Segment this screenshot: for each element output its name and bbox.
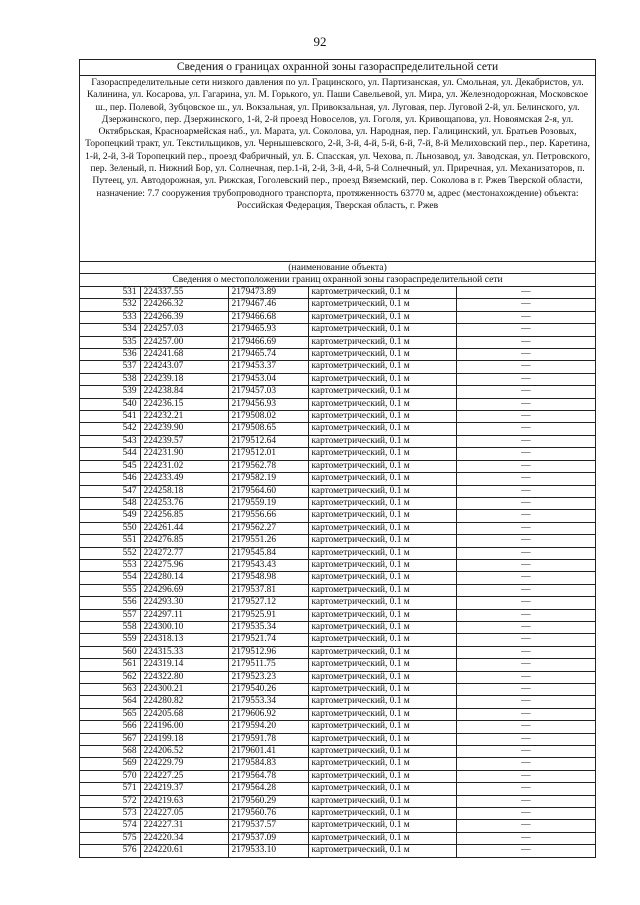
method-cell: картометрический, 0.1 м	[308, 646, 456, 658]
point-number-cell: 551	[80, 535, 140, 547]
point-number-cell: 569	[80, 758, 140, 770]
note-cell: —	[456, 485, 595, 497]
table-row	[80, 473, 595, 485]
y-coordinate-cell: 2179537.09	[228, 832, 308, 844]
method-cell: картометрический, 0.1 м	[308, 634, 456, 646]
method-cell: картометрический, 0.1 м	[308, 336, 456, 348]
point-number-cell: 576	[80, 845, 140, 857]
x-coordinate-cell: 224219.37	[140, 783, 228, 795]
point-number-cell: 567	[80, 733, 140, 745]
method-cell: картометрический, 0.1 м	[308, 808, 456, 820]
table-row	[80, 448, 595, 460]
x-coordinate-cell: 224232.21	[140, 411, 228, 423]
table-row	[80, 287, 595, 299]
table-row	[80, 783, 595, 795]
point-number-cell: 572	[80, 795, 140, 807]
x-coordinate-cell: 224256.85	[140, 510, 228, 522]
point-number-cell: 547	[80, 485, 140, 497]
table-row	[80, 832, 595, 844]
point-number-cell: 565	[80, 708, 140, 720]
table-row	[80, 547, 595, 559]
note-cell: —	[456, 510, 595, 522]
y-coordinate-cell: 2179564.28	[228, 783, 308, 795]
y-coordinate-cell: 2179545.84	[228, 547, 308, 559]
point-number-cell: 534	[80, 324, 140, 336]
y-coordinate-cell: 2179543.43	[228, 559, 308, 571]
method-cell: картометрический, 0.1 м	[308, 497, 456, 509]
y-coordinate-cell: 2179564.78	[228, 770, 308, 782]
note-cell: —	[456, 671, 595, 683]
x-coordinate-cell: 224319.14	[140, 659, 228, 671]
method-cell: картометрический, 0.1 м	[308, 535, 456, 547]
note-cell: —	[456, 448, 595, 460]
table-row	[80, 435, 595, 447]
point-number-cell: 553	[80, 559, 140, 571]
table-row	[80, 634, 595, 646]
note-cell: —	[456, 572, 595, 584]
point-number-cell: 558	[80, 621, 140, 633]
point-number-cell: 536	[80, 349, 140, 361]
x-coordinate-cell: 224297.11	[140, 609, 228, 621]
y-coordinate-cell: 2179560.29	[228, 795, 308, 807]
x-coordinate-cell: 224227.05	[140, 808, 228, 820]
y-coordinate-cell: 2179556.66	[228, 510, 308, 522]
coordinates-table-body	[80, 287, 595, 857]
x-coordinate-cell: 224275.96	[140, 559, 228, 571]
y-coordinate-cell: 2179473.89	[228, 287, 308, 299]
note-cell: —	[456, 770, 595, 782]
method-cell: картометрический, 0.1 м	[308, 386, 456, 398]
table-row	[80, 684, 595, 696]
point-number-cell: 537	[80, 361, 140, 373]
table-row	[80, 311, 595, 323]
table-row	[80, 609, 595, 621]
table-row	[80, 510, 595, 522]
point-number-cell: 535	[80, 336, 140, 348]
y-coordinate-cell: 2179456.93	[228, 398, 308, 410]
table-row	[80, 572, 595, 584]
note-cell: —	[456, 845, 595, 857]
x-coordinate-cell: 224196.00	[140, 721, 228, 733]
x-coordinate-cell: 224272.77	[140, 547, 228, 559]
y-coordinate-cell: 2179540.26	[228, 684, 308, 696]
note-cell: —	[456, 522, 595, 534]
note-cell: —	[456, 535, 595, 547]
x-coordinate-cell: 224227.25	[140, 770, 228, 782]
y-coordinate-cell: 2179467.46	[228, 299, 308, 311]
point-number-cell: 544	[80, 448, 140, 460]
method-cell: картометрический, 0.1 м	[308, 411, 456, 423]
point-number-cell: 562	[80, 671, 140, 683]
method-cell: картометрический, 0.1 м	[308, 423, 456, 435]
method-cell: картометрический, 0.1 м	[308, 473, 456, 485]
note-cell: —	[456, 820, 595, 832]
y-coordinate-cell: 2179523.23	[228, 671, 308, 683]
note-cell: —	[456, 287, 595, 299]
y-coordinate-cell: 2179535.34	[228, 621, 308, 633]
x-coordinate-cell: 224241.68	[140, 349, 228, 361]
y-coordinate-cell: 2179537.81	[228, 584, 308, 596]
method-cell: картометрический, 0.1 м	[308, 398, 456, 410]
note-cell: —	[456, 361, 595, 373]
x-coordinate-cell: 224233.49	[140, 473, 228, 485]
point-number-cell: 533	[80, 311, 140, 323]
note-cell: —	[456, 609, 595, 621]
x-coordinate-cell: 224276.85	[140, 535, 228, 547]
table-row	[80, 770, 595, 782]
note-cell: —	[456, 808, 595, 820]
method-cell: картометрический, 0.1 м	[308, 696, 456, 708]
point-number-cell: 541	[80, 411, 140, 423]
x-coordinate-cell: 224231.90	[140, 448, 228, 460]
table-row	[80, 820, 595, 832]
method-cell: картометрический, 0.1 м	[308, 547, 456, 559]
object-description: Газораспределительные сети низкого давления по ул. Грацинского, ул. Партизанская, ул. Смольная, ул. Декабристов, ул. Калинина, ул. Косарова, ул. Гагарина, ул. М. Горького, ул. Паши Савельевой, ул. Мира, ул. Железнодорожная, Московское ш., пер. Полевой, Зубцовское ш., ул. Вокзальная, ул. Привокзальная, ул. Луговая, пер. Луговой 2-й, ул. Белинского, ул. Дзержинского, пер. Дзержинского, 1-й, 2-й проезд Новоселов, ул. Гоголя, ул. Кривощапова, ул. Новоямская 2-я, ул. Октябрьская, Красноармейская наб., ул. Марата, ул. Соколова, ул. Народная, пер. Галицинский, ул. Братьев Розовых, Торопецкий тракт, ул. Текстильщиков, ул. Чернышевского, 2-й, 3-й, 4-й, 5-й, 6-й, 7-й, 8-й Мелиховский пер., пер. Каретина, 1-й, 2-й, 3-й Торопецкий пер., проезд Фабричный, ул. Б. Спасская, ул. Чехова, п. Льнозавод, ул. Заводская, ул. Петровского, пер. Зеленый, п. Нижний Бор, ул. Солнечная, пер.1-й, 2-й, 3-й, 4-й, 5-й Солнечный, ул. Приречная, ул. Механизаторов, п. Путеец, ул. Автодорожная, ул. Рижская, Гоголевский пер., проезд Вяземский, пер. Соколова в г. Ржев Тверской области, назначение: 7.7 сооружения трубопроводного транспорта, протяженность 63770 м, адрес (местонахождение) объекта: Российская Федерация, Тверская область, г. Ржев	[84, 77, 591, 211]
note-cell: —	[456, 423, 595, 435]
note-cell: —	[456, 299, 595, 311]
x-coordinate-cell: 224318.13	[140, 634, 228, 646]
location-section-title: Сведения о местоположении границ охранной зоны газораспределительной сети	[80, 273, 595, 286]
method-cell: картометрический, 0.1 м	[308, 770, 456, 782]
x-coordinate-cell: 224219.63	[140, 795, 228, 807]
table-row	[80, 361, 595, 373]
note-cell: —	[456, 597, 595, 609]
point-number-cell: 538	[80, 373, 140, 385]
method-cell: картометрический, 0.1 м	[308, 795, 456, 807]
table-row	[80, 349, 595, 361]
method-cell: картометрический, 0.1 м	[308, 659, 456, 671]
point-number-cell: 556	[80, 597, 140, 609]
note-cell: —	[456, 473, 595, 485]
point-number-cell: 542	[80, 423, 140, 435]
y-coordinate-cell: 2179512.64	[228, 435, 308, 447]
table-row	[80, 386, 595, 398]
y-coordinate-cell: 2179560.76	[228, 808, 308, 820]
page-number: 92	[313, 34, 327, 49]
table-row	[80, 795, 595, 807]
method-cell: картометрический, 0.1 м	[308, 671, 456, 683]
point-number-cell: 549	[80, 510, 140, 522]
y-coordinate-cell: 2179525.91	[228, 609, 308, 621]
table-row	[80, 485, 595, 497]
note-cell: —	[456, 373, 595, 385]
method-cell: картометрический, 0.1 м	[308, 621, 456, 633]
y-coordinate-cell: 2179594.20	[228, 721, 308, 733]
method-cell: картометрический, 0.1 м	[308, 324, 456, 336]
y-coordinate-cell: 2179508.65	[228, 423, 308, 435]
x-coordinate-cell: 224300.21	[140, 684, 228, 696]
point-number-cell: 573	[80, 808, 140, 820]
table-row	[80, 584, 595, 596]
method-cell: картометрический, 0.1 м	[308, 832, 456, 844]
y-coordinate-cell: 2179562.27	[228, 522, 308, 534]
y-coordinate-cell: 2179511.75	[228, 659, 308, 671]
y-coordinate-cell: 2179466.69	[228, 336, 308, 348]
y-coordinate-cell: 2179457.03	[228, 386, 308, 398]
y-coordinate-cell: 2179512.01	[228, 448, 308, 460]
table-row	[80, 733, 595, 745]
note-cell: —	[456, 758, 595, 770]
x-coordinate-cell: 224229.79	[140, 758, 228, 770]
x-coordinate-cell: 224239.18	[140, 373, 228, 385]
method-cell: картометрический, 0.1 м	[308, 559, 456, 571]
x-coordinate-cell: 224257.00	[140, 336, 228, 348]
method-cell: картометрический, 0.1 м	[308, 373, 456, 385]
method-cell: картометрический, 0.1 м	[308, 746, 456, 758]
point-number-cell: 559	[80, 634, 140, 646]
point-number-cell: 532	[80, 299, 140, 311]
table-row	[80, 597, 595, 609]
x-coordinate-cell: 224280.14	[140, 572, 228, 584]
x-coordinate-cell: 224239.57	[140, 435, 228, 447]
y-coordinate-cell: 2179553.34	[228, 696, 308, 708]
note-cell: —	[456, 411, 595, 423]
table-row	[80, 535, 595, 547]
y-coordinate-cell: 2179465.74	[228, 349, 308, 361]
y-coordinate-cell: 2179584.83	[228, 758, 308, 770]
method-cell: картометрический, 0.1 м	[308, 311, 456, 323]
table-row	[80, 845, 595, 857]
method-cell: картометрический, 0.1 м	[308, 584, 456, 596]
note-cell: —	[456, 634, 595, 646]
note-cell: —	[456, 621, 595, 633]
x-coordinate-cell: 224258.18	[140, 485, 228, 497]
table-row	[80, 411, 595, 423]
x-coordinate-cell: 224238.84	[140, 386, 228, 398]
point-number-cell: 550	[80, 522, 140, 534]
table-title: Сведения о границах охранной зоны газораспределительной сети	[80, 60, 595, 76]
x-coordinate-cell: 224261.44	[140, 522, 228, 534]
method-cell: картометрический, 0.1 м	[308, 361, 456, 373]
note-cell: —	[456, 684, 595, 696]
x-coordinate-cell: 224205.68	[140, 708, 228, 720]
table-row	[80, 398, 595, 410]
method-cell: картометрический, 0.1 м	[308, 609, 456, 621]
method-cell: картометрический, 0.1 м	[308, 510, 456, 522]
method-cell: картометрический, 0.1 м	[308, 287, 456, 299]
note-cell: —	[456, 435, 595, 447]
method-cell: картометрический, 0.1 м	[308, 597, 456, 609]
table-row	[80, 522, 595, 534]
method-cell: картометрический, 0.1 м	[308, 708, 456, 720]
note-cell: —	[456, 584, 595, 596]
note-cell: —	[456, 547, 595, 559]
y-coordinate-cell: 2179508.02	[228, 411, 308, 423]
note-cell: —	[456, 324, 595, 336]
point-number-cell: 557	[80, 609, 140, 621]
y-coordinate-cell: 2179548.98	[228, 572, 308, 584]
table-row	[80, 460, 595, 472]
note-cell: —	[456, 832, 595, 844]
x-coordinate-cell: 224280.82	[140, 696, 228, 708]
point-number-cell: 571	[80, 783, 140, 795]
method-cell: картометрический, 0.1 м	[308, 684, 456, 696]
point-number-cell: 552	[80, 547, 140, 559]
x-coordinate-cell: 224206.52	[140, 746, 228, 758]
table-row	[80, 659, 595, 671]
x-coordinate-cell: 224315.33	[140, 646, 228, 658]
x-coordinate-cell: 224236.15	[140, 398, 228, 410]
method-cell: картометрический, 0.1 м	[308, 845, 456, 857]
table-row	[80, 423, 595, 435]
note-cell: —	[456, 497, 595, 509]
table-row	[80, 808, 595, 820]
point-number-cell: 548	[80, 497, 140, 509]
point-number-cell: 539	[80, 386, 140, 398]
method-cell: картометрический, 0.1 м	[308, 572, 456, 584]
x-coordinate-cell: 224231.02	[140, 460, 228, 472]
point-number-cell: 545	[80, 460, 140, 472]
note-cell: —	[456, 559, 595, 571]
point-number-cell: 568	[80, 746, 140, 758]
method-cell: картометрический, 0.1 м	[308, 522, 456, 534]
y-coordinate-cell: 2179527.12	[228, 597, 308, 609]
note-cell: —	[456, 721, 595, 733]
method-cell: картометрический, 0.1 м	[308, 299, 456, 311]
point-number-cell: 561	[80, 659, 140, 671]
y-coordinate-cell: 2179533.10	[228, 845, 308, 857]
note-cell: —	[456, 746, 595, 758]
method-cell: картометрический, 0.1 м	[308, 721, 456, 733]
table-row	[80, 721, 595, 733]
point-number-cell: 540	[80, 398, 140, 410]
method-cell: картометрический, 0.1 м	[308, 448, 456, 460]
point-number-cell: 574	[80, 820, 140, 832]
x-coordinate-cell: 224266.39	[140, 311, 228, 323]
point-number-cell: 563	[80, 684, 140, 696]
x-coordinate-cell: 224253.76	[140, 497, 228, 509]
y-coordinate-cell: 2179521.74	[228, 634, 308, 646]
note-cell: —	[456, 349, 595, 361]
point-number-cell: 570	[80, 770, 140, 782]
table-row	[80, 373, 595, 385]
point-number-cell: 546	[80, 473, 140, 485]
table-row	[80, 336, 595, 348]
table-row	[80, 746, 595, 758]
y-coordinate-cell: 2179551.26	[228, 535, 308, 547]
method-cell: картометрический, 0.1 м	[308, 820, 456, 832]
method-cell: картометрический, 0.1 м	[308, 349, 456, 361]
method-cell: картометрический, 0.1 м	[308, 485, 456, 497]
point-number-cell: 555	[80, 584, 140, 596]
y-coordinate-cell: 2179465.93	[228, 324, 308, 336]
y-coordinate-cell: 2179562.78	[228, 460, 308, 472]
y-coordinate-cell: 2179591.78	[228, 733, 308, 745]
x-coordinate-cell: 224266.32	[140, 299, 228, 311]
table-row	[80, 497, 595, 509]
x-coordinate-cell: 224293.30	[140, 597, 228, 609]
x-coordinate-cell: 224322.80	[140, 671, 228, 683]
table-row	[80, 324, 595, 336]
x-coordinate-cell: 224199.18	[140, 733, 228, 745]
table-row	[80, 299, 595, 311]
object-caption: (наименование объекта)	[80, 261, 595, 273]
note-cell: —	[456, 696, 595, 708]
y-coordinate-cell: 2179453.37	[228, 361, 308, 373]
note-cell: —	[456, 659, 595, 671]
y-coordinate-cell: 2179512.96	[228, 646, 308, 658]
method-cell: картометрический, 0.1 м	[308, 460, 456, 472]
point-number-cell: 560	[80, 646, 140, 658]
coordinates-table	[80, 286, 595, 857]
y-coordinate-cell: 2179453.04	[228, 373, 308, 385]
x-coordinate-cell: 224300.10	[140, 621, 228, 633]
note-cell: —	[456, 311, 595, 323]
note-cell: —	[456, 646, 595, 658]
y-coordinate-cell: 2179537.57	[228, 820, 308, 832]
note-cell: —	[456, 708, 595, 720]
point-number-cell: 566	[80, 721, 140, 733]
x-coordinate-cell: 224243.07	[140, 361, 228, 373]
method-cell: картометрический, 0.1 м	[308, 758, 456, 770]
x-coordinate-cell: 224220.34	[140, 832, 228, 844]
note-cell: —	[456, 398, 595, 410]
x-coordinate-cell: 224239.90	[140, 423, 228, 435]
y-coordinate-cell: 2179559.19	[228, 497, 308, 509]
x-coordinate-cell: 224296.69	[140, 584, 228, 596]
x-coordinate-cell: 224337.55	[140, 287, 228, 299]
y-coordinate-cell: 2179582.19	[228, 473, 308, 485]
note-cell: —	[456, 795, 595, 807]
x-coordinate-cell: 224227.31	[140, 820, 228, 832]
table-row	[80, 696, 595, 708]
y-coordinate-cell: 2179466.68	[228, 311, 308, 323]
table-row	[80, 559, 595, 571]
table-row	[80, 646, 595, 658]
note-cell: —	[456, 336, 595, 348]
table-row	[80, 671, 595, 683]
point-number-cell: 554	[80, 572, 140, 584]
table-row	[80, 758, 595, 770]
point-number-cell: 575	[80, 832, 140, 844]
y-coordinate-cell: 2179601.41	[228, 746, 308, 758]
table-row	[80, 621, 595, 633]
method-cell: картометрический, 0.1 м	[308, 783, 456, 795]
x-coordinate-cell: 224220.61	[140, 845, 228, 857]
x-coordinate-cell: 224257.03	[140, 324, 228, 336]
table-row	[80, 708, 595, 720]
note-cell: —	[456, 460, 595, 472]
method-cell: картометрический, 0.1 м	[308, 733, 456, 745]
y-coordinate-cell: 2179606.92	[228, 708, 308, 720]
point-number-cell: 531	[80, 287, 140, 299]
note-cell: —	[456, 783, 595, 795]
y-coordinate-cell: 2179564.60	[228, 485, 308, 497]
point-number-cell: 564	[80, 696, 140, 708]
note-cell: —	[456, 733, 595, 745]
point-number-cell: 543	[80, 435, 140, 447]
protection-zone-table	[79, 59, 596, 858]
method-cell: картометрический, 0.1 м	[308, 435, 456, 447]
note-cell: —	[456, 386, 595, 398]
